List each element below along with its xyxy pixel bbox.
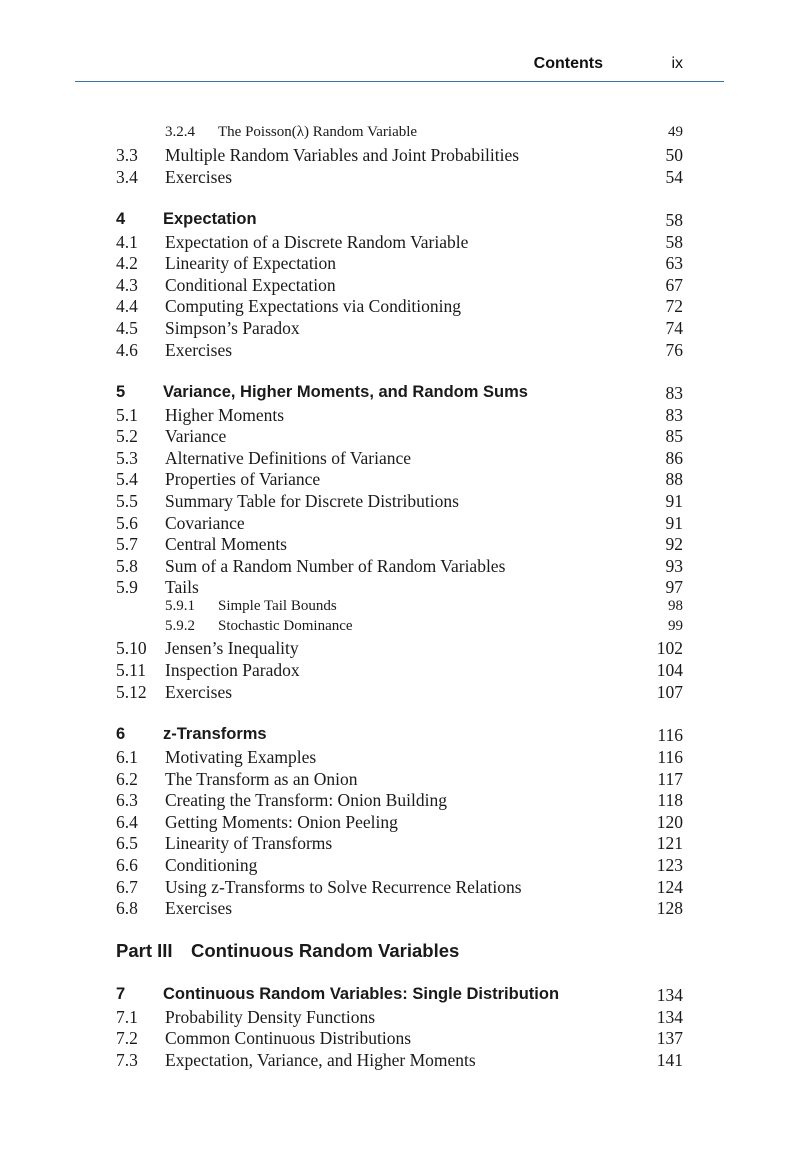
entry-title: Using z-Transforms to Solve Recurrence Relations [165, 877, 522, 897]
entry-number: 5.9.1 [165, 598, 195, 614]
entry-number: 6.6 [116, 855, 138, 875]
entry-number: 6.8 [116, 898, 138, 918]
entry-title: The Poisson(λ) Random Variable [218, 124, 418, 140]
toc-entry-chapter [0, 383, 804, 405]
entry-title: Getting Moments: Onion Peeling [165, 812, 398, 832]
entry-number: 5.9.2 [165, 618, 195, 634]
entry-title: Creating the Transform: Onion Building [165, 790, 447, 810]
toc-entry-section [0, 469, 804, 491]
entry-number: 5.5 [116, 491, 138, 511]
entry-number: 6.1 [116, 747, 138, 767]
entry-page: 116 [657, 747, 683, 767]
entry-number: 7.2 [116, 1028, 138, 1048]
entry-number: 4.1 [116, 232, 138, 252]
toc-entry-section [0, 405, 804, 427]
entry-title: Variance [165, 426, 227, 446]
entry-title: Conditioning [165, 855, 258, 875]
toc-entry-section [0, 833, 804, 855]
entry-title: Computing Expectations via Conditioning [165, 296, 462, 316]
entry-page: 98 [668, 598, 683, 614]
entry-title: Common Continuous Distributions [165, 1028, 411, 1048]
header-title: Contents [533, 55, 603, 72]
entry-number: 4.3 [116, 275, 138, 295]
entry-title: Central Moments [165, 534, 287, 554]
toc-entry-section [0, 898, 804, 920]
entry-page: 91 [665, 491, 683, 511]
toc-entry-part [0, 940, 804, 962]
entry-title: Expectation [163, 210, 257, 228]
running-header [75, 52, 724, 82]
entry-number: 5.8 [116, 556, 138, 576]
entry-page: 83 [665, 405, 683, 425]
entry-number: 5.4 [116, 469, 138, 489]
entry-page: 58 [665, 232, 683, 252]
entry-title: Conditional Expectation [165, 275, 336, 295]
entry-page: 74 [665, 318, 683, 338]
toc-entry-section [0, 682, 804, 704]
toc-entry-section [0, 577, 804, 599]
entry-number: 3.2.4 [165, 124, 195, 140]
entry-page: 116 [657, 725, 683, 745]
entry-title: Jensen’s Inequality [165, 638, 299, 658]
entry-page: 67 [665, 275, 683, 295]
entry-page: 134 [656, 985, 683, 1005]
entry-number: 5.10 [116, 638, 147, 658]
toc-entry-section [0, 145, 804, 167]
toc-entry-section [0, 1050, 804, 1072]
entry-page: 88 [665, 469, 683, 489]
entry-page: 76 [665, 340, 683, 360]
toc-entry-section [0, 167, 804, 189]
toc-entry-section [0, 534, 804, 556]
entry-number: 5.12 [116, 682, 147, 702]
entry-title: z-Transforms [163, 725, 267, 743]
entry-title: Covariance [165, 513, 245, 533]
entry-title: Exercises [165, 682, 233, 702]
entry-title: Simpson’s Paradox [165, 318, 300, 338]
entry-number: 5 [116, 383, 126, 401]
entry-number: 6 [116, 725, 126, 743]
entry-page: 102 [656, 638, 683, 658]
entry-number: 3.3 [116, 145, 138, 165]
entry-page: 123 [656, 855, 683, 875]
toc-entry-section [0, 1007, 804, 1029]
entry-page: 107 [656, 682, 683, 702]
entry-title: Multiple Random Variables and Joint Probabilities [165, 145, 520, 165]
entry-page: 118 [657, 790, 683, 810]
entry-title: Properties of Variance [165, 469, 321, 489]
entry-page: 141 [656, 1050, 683, 1070]
entry-title: The Transform as an Onion [165, 769, 358, 789]
entry-title: Variance, Higher Moments, and Random Sums [163, 383, 528, 401]
toc-entry-sub [0, 618, 804, 640]
entry-page: 63 [665, 253, 683, 273]
toc-entry-section [0, 556, 804, 578]
entry-title: Continuous Random Variables [191, 940, 460, 961]
entry-title: Tails [165, 577, 199, 597]
toc-entry-section [0, 318, 804, 340]
entry-title: Expectation of a Discrete Random Variable [165, 232, 469, 252]
entry-number: 7.3 [116, 1050, 138, 1070]
toc-entry-section [0, 769, 804, 791]
entry-number: 6.5 [116, 833, 138, 853]
entry-title: Exercises [165, 340, 233, 360]
entry-page: 92 [665, 534, 683, 554]
entry-title: Linearity of Expectation [165, 253, 337, 273]
entry-number: 5.9 [116, 577, 138, 597]
toc-entry-chapter [0, 985, 804, 1007]
entry-page: 117 [657, 769, 683, 789]
entry-page: 86 [665, 448, 683, 468]
toc-entry-section [0, 812, 804, 834]
toc-entry-section [0, 747, 804, 769]
entry-number: 5.6 [116, 513, 138, 533]
entry-number: 5.2 [116, 426, 138, 446]
entry-page: 137 [656, 1028, 683, 1048]
entry-page: 85 [665, 426, 683, 446]
toc-entry-section [0, 790, 804, 812]
entry-page: 104 [656, 660, 683, 680]
entry-number: Part III [116, 940, 173, 961]
toc-entry-section [0, 296, 804, 318]
entry-title: Exercises [165, 167, 233, 187]
entry-page: 83 [665, 383, 683, 403]
entry-page: 54 [665, 167, 683, 187]
entry-title: Sum of a Random Number of Random Variables [165, 556, 506, 576]
toc-entry-chapter [0, 725, 804, 747]
toc-entry-section [0, 855, 804, 877]
entry-title: Stochastic Dominance [218, 618, 353, 634]
entry-number: 5.3 [116, 448, 138, 468]
entry-number: 6.7 [116, 877, 138, 897]
toc-entry-sub [0, 124, 804, 146]
entry-number: 7 [116, 985, 126, 1003]
entry-title: Expectation, Variance, and Higher Moments [165, 1050, 476, 1070]
entry-title: Higher Moments [165, 405, 285, 425]
entry-page: 120 [656, 812, 683, 832]
entry-title: Exercises [165, 898, 233, 918]
entry-title: Motivating Examples [165, 747, 317, 767]
entry-page: 93 [665, 556, 683, 576]
entry-page: 97 [665, 577, 683, 597]
entry-number: 5.7 [116, 534, 138, 554]
entry-number: 6.3 [116, 790, 138, 810]
entry-page: 72 [665, 296, 683, 316]
toc-entry-section [0, 275, 804, 297]
entry-page: 128 [656, 898, 683, 918]
entry-page: 58 [665, 210, 683, 230]
toc-entry-section [0, 491, 804, 513]
entry-page: 99 [668, 618, 683, 634]
toc-entry-section [0, 877, 804, 899]
entry-number: 5.11 [116, 660, 146, 680]
entry-title: Probability Density Functions [165, 1007, 375, 1027]
entry-page: 134 [656, 1007, 683, 1027]
entry-page: 91 [665, 513, 683, 533]
toc-entry-section [0, 253, 804, 275]
toc-entry-section [0, 340, 804, 362]
entry-page: 124 [656, 877, 683, 897]
entry-number: 6.2 [116, 769, 138, 789]
toc-entry-sub [0, 598, 804, 620]
toc-entry-section [0, 232, 804, 254]
toc-entry-section [0, 1028, 804, 1050]
entry-number: 4 [116, 210, 126, 228]
entry-number: 4.4 [116, 296, 138, 316]
toc-entry-section [0, 448, 804, 470]
entry-number: 5.1 [116, 405, 138, 425]
entry-number: 4.6 [116, 340, 138, 360]
toc-entry-section [0, 638, 804, 660]
entry-number: 4.2 [116, 253, 138, 273]
toc-entry-section [0, 513, 804, 535]
entry-title: Summary Table for Discrete Distributions [165, 491, 459, 511]
entry-title: Inspection Paradox [165, 660, 300, 680]
entry-number: 4.5 [116, 318, 138, 338]
entry-number: 6.4 [116, 812, 138, 832]
entry-page: 49 [668, 124, 683, 140]
entry-title: Simple Tail Bounds [218, 598, 337, 614]
header-page-number: ix [671, 55, 683, 72]
entry-title: Continuous Random Variables: Single Distribution [163, 985, 560, 1003]
toc-entry-section [0, 660, 804, 682]
toc-entry-chapter [0, 210, 804, 232]
entry-title: Linearity of Transforms [165, 833, 333, 853]
entry-number: 3.4 [116, 167, 138, 187]
toc-entry-section [0, 426, 804, 448]
entry-page: 50 [665, 145, 683, 165]
entry-page: 121 [656, 833, 683, 853]
entry-title: Alternative Definitions of Variance [165, 448, 412, 468]
entry-number: 7.1 [116, 1007, 138, 1027]
